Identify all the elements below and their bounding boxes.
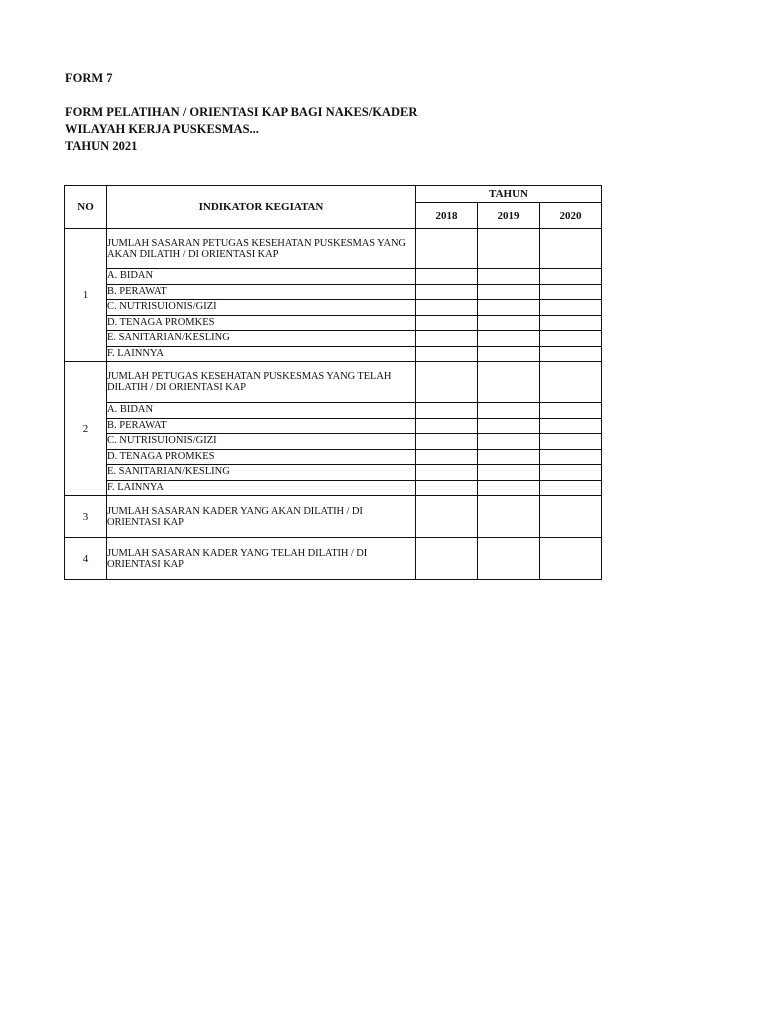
data-cell[interactable] [540, 362, 602, 403]
data-cell[interactable] [416, 300, 478, 316]
data-cell[interactable] [416, 434, 478, 450]
data-cell[interactable] [416, 449, 478, 465]
data-cell[interactable] [478, 300, 540, 316]
sub-indicator: F. LAINNYA [107, 346, 416, 362]
data-cell[interactable] [416, 346, 478, 362]
table-row [65, 496, 602, 538]
table-row [65, 480, 602, 496]
sub-indicator: F. LAINNYA [107, 480, 416, 496]
data-cell[interactable] [540, 465, 602, 481]
data-cell[interactable] [416, 331, 478, 347]
table-row [65, 229, 602, 269]
data-cell[interactable] [478, 315, 540, 331]
data-cell[interactable] [478, 449, 540, 465]
table-row [65, 434, 602, 450]
data-cell[interactable] [478, 434, 540, 450]
column-header-indicator: INDIKATOR KEGIATAN [107, 186, 416, 229]
data-cell[interactable] [416, 269, 478, 285]
sub-indicator: A. BIDAN [107, 269, 416, 285]
sub-indicator: D. TENAGA PROMKES [107, 449, 416, 465]
data-cell[interactable] [540, 284, 602, 300]
data-cell[interactable] [416, 418, 478, 434]
table-row [65, 331, 602, 347]
data-cell[interactable] [478, 269, 540, 285]
data-cell[interactable] [478, 362, 540, 403]
form-number: FORM 7 [65, 71, 113, 85]
sub-indicator: E. SANITARIAN/KESLING [107, 465, 416, 481]
data-cell[interactable] [540, 538, 602, 580]
indicator-text: JUMLAH SASARAN KADER YANG AKAN DILATIH / DI ORIENTASI KAP [107, 496, 416, 538]
data-cell[interactable] [540, 434, 602, 450]
table-row [65, 269, 602, 285]
data-cell[interactable] [478, 538, 540, 580]
data-cell[interactable] [416, 315, 478, 331]
data-cell[interactable] [478, 403, 540, 419]
table-row [65, 362, 602, 403]
row-number: 3 [65, 496, 107, 538]
data-cell[interactable] [540, 315, 602, 331]
indicator-text: JUMLAH PETUGAS KESEHATAN PUSKESMAS YANG TELAH DILATIH / DI ORIENTASI KAP [107, 362, 416, 403]
data-cell[interactable] [416, 229, 478, 269]
data-cell[interactable] [478, 418, 540, 434]
table-row [65, 284, 602, 300]
data-cell[interactable] [540, 269, 602, 285]
report-year: TAHUN 2021 [65, 139, 138, 153]
data-cell[interactable] [478, 465, 540, 481]
row-number: 4 [65, 538, 107, 580]
form-header [65, 70, 417, 155]
sub-indicator: B. PERAWAT [107, 418, 416, 434]
data-cell[interactable] [416, 362, 478, 403]
data-cell[interactable] [540, 496, 602, 538]
data-cell[interactable] [478, 496, 540, 538]
sub-indicator: E. SANITARIAN/KESLING [107, 331, 416, 347]
data-cell[interactable] [540, 449, 602, 465]
table-row [65, 538, 602, 580]
row-number: 2 [65, 362, 107, 496]
sub-indicator: C. NUTRISUIONIS/GIZI [107, 434, 416, 450]
work-area: WILAYAH KERJA PUSKESMAS... [65, 122, 259, 136]
sub-indicator: A. BIDAN [107, 403, 416, 419]
data-cell[interactable] [540, 331, 602, 347]
data-cell[interactable] [540, 300, 602, 316]
data-cell[interactable] [416, 538, 478, 580]
data-cell[interactable] [540, 403, 602, 419]
table-row [65, 300, 602, 316]
row-number: 1 [65, 229, 107, 362]
column-header-year-group: TAHUN [416, 186, 602, 203]
data-cell[interactable] [416, 403, 478, 419]
table-row [65, 403, 602, 419]
data-cell[interactable] [416, 284, 478, 300]
data-cell[interactable] [540, 229, 602, 269]
indicator-text: JUMLAH SASARAN PETUGAS KESEHATAN PUSKESMAS YANG AKAN DILATIH / DI ORIENTASI KAP [107, 229, 416, 269]
table-row [65, 315, 602, 331]
table-row [65, 346, 602, 362]
data-cell[interactable] [540, 480, 602, 496]
column-header-year: 2020 [540, 203, 602, 229]
table-row [65, 449, 602, 465]
table-row [65, 418, 602, 434]
data-cell[interactable] [478, 480, 540, 496]
data-cell[interactable] [416, 480, 478, 496]
indicator-text: JUMLAH SASARAN KADER YANG TELAH DILATIH / DI ORIENTASI KAP [107, 538, 416, 580]
sub-indicator: C. NUTRISUIONIS/GIZI [107, 300, 416, 316]
table-row [65, 465, 602, 481]
data-cell[interactable] [416, 496, 478, 538]
sub-indicator: B. PERAWAT [107, 284, 416, 300]
data-cell[interactable] [416, 465, 478, 481]
data-cell[interactable] [478, 229, 540, 269]
sub-indicator: D. TENAGA PROMKES [107, 315, 416, 331]
data-cell[interactable] [478, 284, 540, 300]
training-table [64, 185, 602, 580]
column-header-year: 2019 [478, 203, 540, 229]
column-header-year: 2018 [416, 203, 478, 229]
data-cell[interactable] [478, 331, 540, 347]
data-cell[interactable] [540, 346, 602, 362]
data-cell[interactable] [540, 418, 602, 434]
form-title: FORM PELATIHAN / ORIENTASI KAP BAGI NAKES/KADER [65, 105, 418, 119]
column-header-no: NO [65, 186, 107, 229]
data-cell[interactable] [478, 346, 540, 362]
